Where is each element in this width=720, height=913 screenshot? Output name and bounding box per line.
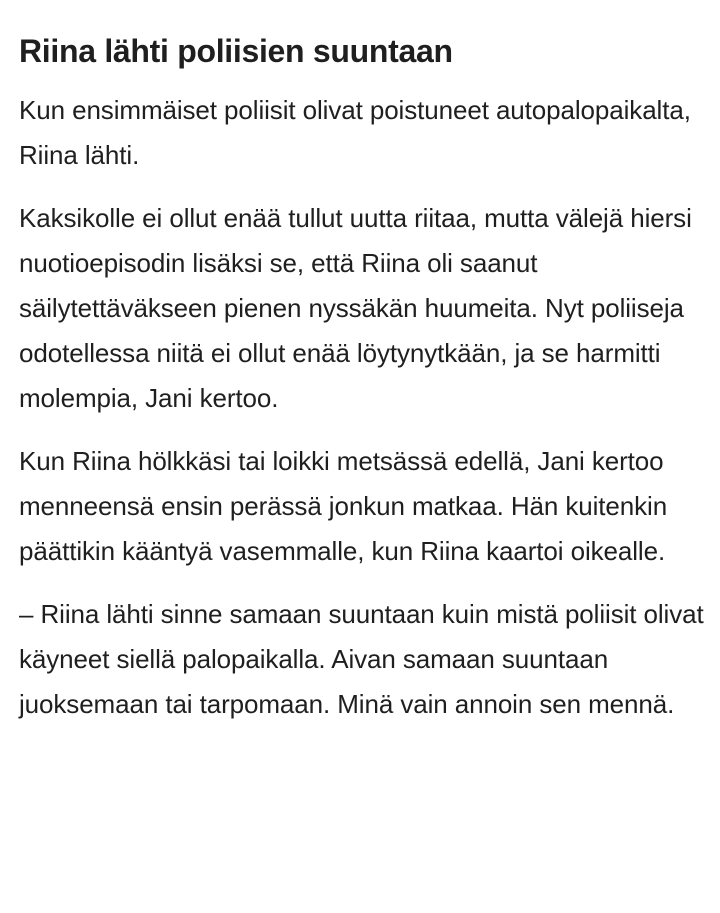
paragraph-1: Kun ensimmäiset poliisit olivat poistuneet autopalopaikalta, Riina lähti. — [19, 95, 691, 170]
paragraph-2: Kaksikolle ei ollut enää tullut uutta riitaa, mutta välejä hiersi nuotioepisodin lisäksi se, että Riina oli saanut säilytettäväkseen pienen nyssäkän huumeita. Nyt poliiseja odotellessa niitä ei ollut enää löytynytkään, ja se harmitti molempia, Jani kertoo. — [19, 203, 692, 413]
article-body — [19, 26, 709, 745]
paragraph-4-quote: – Riina lähti sinne samaan suuntaan kuin mistä poliisit olivat käyneet siellä palopaikalla. Aivan samaan suuntaan juoksemaan tai tarpomaan. Minä vain annoin sen mennä. — [19, 599, 704, 719]
section-heading: Riina lähti poliisien suuntaan — [19, 33, 453, 69]
paragraph-3: Kun Riina hölkkäsi tai loikki metsässä edellä, Jani kertoo menneensä ensin perässä jonkun matkaa. Hän kuitenkin päättikin kääntyä vasemmalle, kun Riina kaartoi oikealle. — [19, 446, 668, 566]
